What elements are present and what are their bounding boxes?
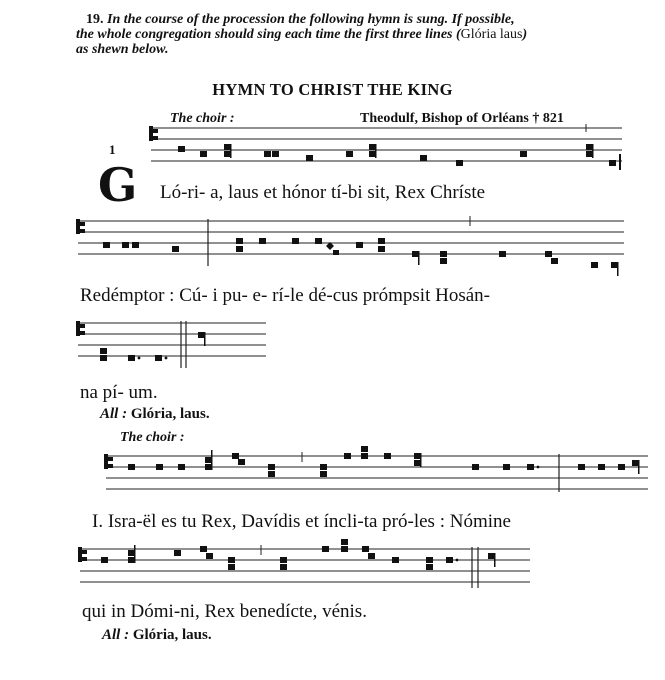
all-response-2 [102,627,212,644]
neume [362,546,369,552]
neume [101,557,108,563]
neume [174,550,181,556]
neume [280,564,287,570]
intro-paren: ) [522,27,528,42]
neume [392,557,399,563]
neume-stem [494,553,496,567]
c-clef-lower [81,557,87,561]
choir-label: The choir : [170,111,235,126]
all-text: Glória, laus. [132,627,212,643]
neume [128,557,135,563]
hymn-title: HYMN TO CHRIST THE KING [212,80,453,99]
intro-upright: Glória laus [460,27,523,42]
intro-text-3: as shewn below. [76,42,169,57]
refrain-lyrics-1: Ló-ri- a, laus et hónor tí-bi sit, Rex Chríste [160,182,486,203]
c-clef-upper [81,550,87,554]
intro-text-1: In the course of the procession the following hymn is sung. If possible, [107,12,515,27]
verse-choir-label: The choir : [120,430,185,445]
neume [341,539,348,545]
mode-number: 1 [109,142,116,157]
refrain-lyrics-2: Redémptor : Cú- i pu- e- rí-le dé-cus prómpsit Hosán- [80,285,490,306]
item-number: 19. [86,12,104,27]
custos [488,553,495,559]
neume [446,557,453,563]
neume-stem [134,545,136,563]
neume [426,564,433,570]
all-text: Glória, laus. [130,406,210,422]
neume [228,557,235,563]
intro-text-2: the whole congregation should sing each time the first three lines ( [76,27,461,42]
drop-cap-initial: G [98,158,138,212]
neume [341,546,348,552]
all-label: All : [100,406,128,422]
neume [228,564,235,570]
punctum-mora [456,559,459,562]
neume [368,553,375,559]
neume [322,546,329,552]
attribution: Theodulf, Bishop of Orléans † 821 [360,111,564,126]
verse-lyrics-2: qui in Dómi-ni, Rex benedícte, vénis. [82,601,367,622]
verse-lyrics-1: I. Isra-ël es tu Rex, Davídis et íncli-ta pró-les : Nómine [92,511,511,532]
neume [426,557,433,563]
neume [128,550,135,556]
neume [280,557,287,563]
neume [206,553,213,559]
all-label: All : [102,627,130,643]
refrain-lyrics-3: na pí- um. [80,382,158,403]
neume [200,546,207,552]
